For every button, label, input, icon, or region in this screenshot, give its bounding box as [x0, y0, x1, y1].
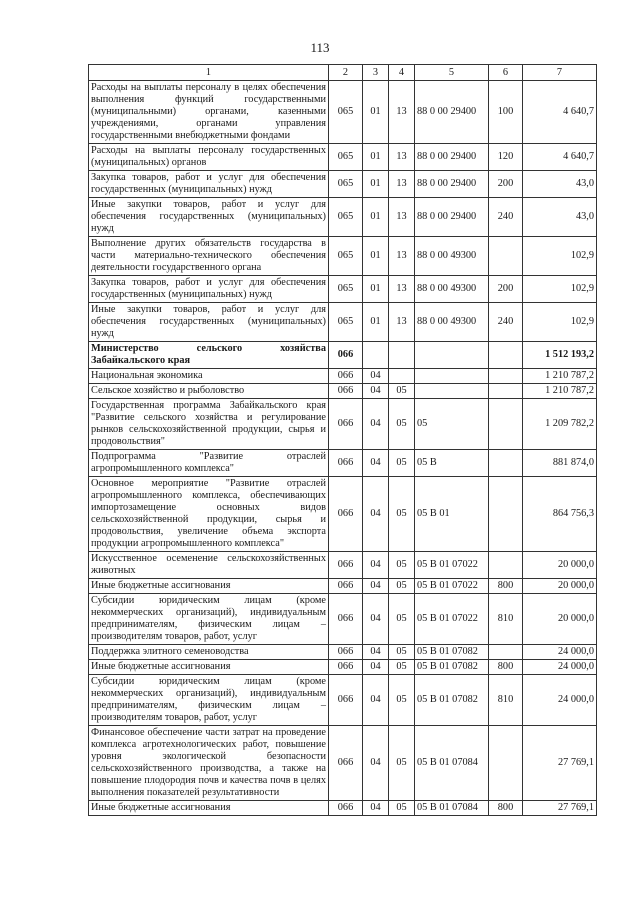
table-row	[89, 645, 597, 660]
subsection-code-cell	[389, 369, 415, 384]
row-name-cell: Иные бюджетные ассигнования	[89, 660, 329, 675]
table-row	[89, 303, 597, 342]
subsection-code-cell: 13	[389, 198, 415, 237]
target-article-cell: 05 В 01 07022	[415, 594, 489, 645]
chapter-code-cell: 065	[329, 144, 363, 171]
expense-type-cell	[489, 369, 523, 384]
subsection-code-cell: 05	[389, 384, 415, 399]
header-cell: 3	[363, 65, 389, 81]
budget-table	[88, 64, 597, 816]
subsection-code-cell: 05	[389, 477, 415, 552]
target-article-cell: 88 0 00 29400	[415, 198, 489, 237]
amount-cell: 1 210 787,2	[523, 369, 597, 384]
table-row	[89, 342, 597, 369]
subsection-code-cell: 13	[389, 237, 415, 276]
subsection-code-cell: 05	[389, 801, 415, 816]
expense-type-cell	[489, 552, 523, 579]
table-row	[89, 660, 597, 675]
target-article-cell: 05 В 01 07082	[415, 660, 489, 675]
row-name-cell: Закупка товаров, работ и услуг для обеспечения государственных (муниципальных) нужд	[89, 171, 329, 198]
table-row	[89, 594, 597, 645]
expense-type-cell: 800	[489, 801, 523, 816]
section-code-cell: 04	[363, 477, 389, 552]
amount-cell: 102,9	[523, 276, 597, 303]
section-code-cell: 01	[363, 237, 389, 276]
table-row	[89, 579, 597, 594]
table-row	[89, 171, 597, 198]
chapter-code-cell: 066	[329, 399, 363, 450]
amount-cell: 27 769,1	[523, 726, 597, 801]
target-article-cell: 88 0 00 29400	[415, 144, 489, 171]
amount-cell: 20 000,0	[523, 552, 597, 579]
header-cell: 1	[89, 65, 329, 81]
expense-type-cell: 800	[489, 579, 523, 594]
target-article-cell: 05 В 01 07022	[415, 552, 489, 579]
amount-cell: 4 640,7	[523, 144, 597, 171]
target-article-cell: 88 0 00 49300	[415, 303, 489, 342]
section-code-cell: 01	[363, 198, 389, 237]
subsection-code-cell: 13	[389, 303, 415, 342]
table-row	[89, 81, 597, 144]
row-name-cell: Иные бюджетные ассигнования	[89, 801, 329, 816]
row-name-cell: Министерство сельского хозяйства Забайкальского края	[89, 342, 329, 369]
amount-cell: 20 000,0	[523, 594, 597, 645]
target-article-cell: 05 В 01	[415, 477, 489, 552]
amount-cell: 1 210 787,2	[523, 384, 597, 399]
chapter-code-cell: 066	[329, 645, 363, 660]
header-cell: 7	[523, 65, 597, 81]
table-row	[89, 477, 597, 552]
chapter-code-cell: 066	[329, 477, 363, 552]
row-name-cell: Субсидии юридическим лицам (кроме некоммерческих организаций), индивидуальным предпринимателям, физическим лицам – производителям товаров, работ, услуг	[89, 675, 329, 726]
row-name-cell: Подпрограмма "Развитие отраслей агропромышленного комплекса"	[89, 450, 329, 477]
subsection-code-cell: 05	[389, 726, 415, 801]
expense-type-cell: 800	[489, 660, 523, 675]
target-article-cell: 88 0 00 49300	[415, 237, 489, 276]
target-article-cell: 05 В	[415, 450, 489, 477]
subsection-code-cell: 13	[389, 276, 415, 303]
table-row	[89, 384, 597, 399]
section-code-cell: 04	[363, 552, 389, 579]
expense-type-cell: 810	[489, 594, 523, 645]
chapter-code-cell: 066	[329, 579, 363, 594]
target-article-cell: 88 0 00 29400	[415, 171, 489, 198]
target-article-cell: 88 0 00 49300	[415, 276, 489, 303]
section-code-cell: 04	[363, 594, 389, 645]
section-code-cell: 04	[363, 675, 389, 726]
subsection-code-cell: 05	[389, 399, 415, 450]
subsection-code-cell: 05	[389, 552, 415, 579]
section-code-cell: 04	[363, 579, 389, 594]
row-name-cell: Сельское хозяйство и рыболовство	[89, 384, 329, 399]
amount-cell: 43,0	[523, 198, 597, 237]
chapter-code-cell: 065	[329, 171, 363, 198]
subsection-code-cell: 05	[389, 660, 415, 675]
table-row	[89, 144, 597, 171]
chapter-code-cell: 066	[329, 675, 363, 726]
page-number: 113	[310, 40, 330, 55]
table-row	[89, 450, 597, 477]
table-row	[89, 675, 597, 726]
header-cell: 5	[415, 65, 489, 81]
target-article-cell: 05 В 01 07022	[415, 579, 489, 594]
section-code-cell: 04	[363, 660, 389, 675]
amount-cell: 1 209 782,2	[523, 399, 597, 450]
section-code-cell: 04	[363, 726, 389, 801]
row-name-cell: Расходы на выплаты персоналу в целях обеспечения выполнения функций государственными (муниципальными) органами, казенными учреждениями, органами управления государственными внебюджетными фондами	[89, 81, 329, 144]
header-cell: 4	[389, 65, 415, 81]
section-code-cell: 01	[363, 81, 389, 144]
subsection-code-cell: 13	[389, 144, 415, 171]
amount-cell: 27 769,1	[523, 801, 597, 816]
amount-cell: 881 874,0	[523, 450, 597, 477]
subsection-code-cell: 13	[389, 171, 415, 198]
expense-type-cell: 120	[489, 144, 523, 171]
section-code-cell	[363, 342, 389, 369]
row-name-cell: Государственная программа Забайкальского края "Развитие сельского хозяйства и регулирование рынков сельскохозяйственной продукции, сырья и продовольствия"	[89, 399, 329, 450]
target-article-cell: 05	[415, 399, 489, 450]
expense-type-cell	[489, 645, 523, 660]
subsection-code-cell	[389, 342, 415, 369]
section-code-cell: 04	[363, 369, 389, 384]
row-name-cell: Закупка товаров, работ и услуг для обеспечения государственных (муниципальных) нужд	[89, 276, 329, 303]
target-article-cell	[415, 384, 489, 399]
target-article-cell	[415, 342, 489, 369]
expense-type-cell	[489, 237, 523, 276]
chapter-code-cell: 066	[329, 801, 363, 816]
section-code-cell: 01	[363, 303, 389, 342]
row-name-cell: Национальная экономика	[89, 369, 329, 384]
chapter-code-cell: 066	[329, 660, 363, 675]
target-article-cell: 05 В 01 07084	[415, 726, 489, 801]
row-name-cell: Финансовое обеспечение части затрат на проведение комплекса агротехнологических работ, повышение уровня экологической безопасности сельскохозяйственного производства, а также на повышение плодородия почв и качества почв в целях выполнения показателей результативности	[89, 726, 329, 801]
chapter-code-cell: 066	[329, 342, 363, 369]
expense-type-cell: 240	[489, 303, 523, 342]
amount-cell: 102,9	[523, 303, 597, 342]
target-article-cell: 05 В 01 07082	[415, 675, 489, 726]
expense-type-cell	[489, 399, 523, 450]
expense-type-cell: 240	[489, 198, 523, 237]
amount-cell: 24 000,0	[523, 675, 597, 726]
table-row	[89, 801, 597, 816]
subsection-code-cell: 13	[389, 81, 415, 144]
table-row	[89, 369, 597, 384]
subsection-code-cell: 05	[389, 579, 415, 594]
chapter-code-cell: 065	[329, 198, 363, 237]
chapter-code-cell: 066	[329, 450, 363, 477]
expense-type-cell: 200	[489, 171, 523, 198]
expense-type-cell	[489, 726, 523, 801]
amount-cell: 24 000,0	[523, 645, 597, 660]
chapter-code-cell: 066	[329, 369, 363, 384]
section-code-cell: 01	[363, 171, 389, 198]
section-code-cell: 04	[363, 645, 389, 660]
chapter-code-cell: 065	[329, 237, 363, 276]
amount-cell: 102,9	[523, 237, 597, 276]
section-code-cell: 01	[363, 276, 389, 303]
expense-type-cell	[489, 342, 523, 369]
table-row	[89, 198, 597, 237]
amount-cell: 43,0	[523, 171, 597, 198]
target-article-cell: 05 В 01 07082	[415, 645, 489, 660]
expense-type-cell: 100	[489, 81, 523, 144]
chapter-code-cell: 065	[329, 81, 363, 144]
subsection-code-cell: 05	[389, 594, 415, 645]
section-code-cell: 04	[363, 450, 389, 477]
chapter-code-cell: 066	[329, 594, 363, 645]
row-name-cell: Субсидии юридическим лицам (кроме некоммерческих организаций), индивидуальным предпринимателям, физическим лицам – производителям товаров, работ, услуг	[89, 594, 329, 645]
expense-type-cell: 200	[489, 276, 523, 303]
row-name-cell: Иные бюджетные ассигнования	[89, 579, 329, 594]
expense-type-cell	[489, 384, 523, 399]
chapter-code-cell: 066	[329, 384, 363, 399]
amount-cell: 1 512 193,2	[523, 342, 597, 369]
table-row	[89, 726, 597, 801]
chapter-code-cell: 066	[329, 726, 363, 801]
expense-type-cell	[489, 477, 523, 552]
section-code-cell: 01	[363, 144, 389, 171]
subsection-code-cell: 05	[389, 675, 415, 726]
row-name-cell: Основное мероприятие "Развитие отраслей агропромышленного комплекса, обеспечивающих импортозамещение основных видов сельскохозяйственной продукции, сырья и продовольствия, увеличение объема экспорта продукции агропромышленного комплекса"	[89, 477, 329, 552]
row-name-cell: Иные закупки товаров, работ и услуг для обеспечения государственных (муниципальных) нужд	[89, 198, 329, 237]
subsection-code-cell: 05	[389, 645, 415, 660]
target-article-cell: 05 В 01 07084	[415, 801, 489, 816]
row-name-cell: Иные закупки товаров, работ и услуг для обеспечения государственных (муниципальных) нужд	[89, 303, 329, 342]
section-code-cell: 04	[363, 384, 389, 399]
target-article-cell: 88 0 00 29400	[415, 81, 489, 144]
row-name-cell: Поддержка элитного семеноводства	[89, 645, 329, 660]
header-cell: 6	[489, 65, 523, 81]
row-name-cell: Искусственное осеменение сельскохозяйственных животных	[89, 552, 329, 579]
expense-type-cell: 810	[489, 675, 523, 726]
amount-cell: 864 756,3	[523, 477, 597, 552]
section-code-cell: 04	[363, 801, 389, 816]
amount-cell: 4 640,7	[523, 81, 597, 144]
header-cell: 2	[329, 65, 363, 81]
amount-cell: 20 000,0	[523, 579, 597, 594]
table-row	[89, 237, 597, 276]
expense-type-cell	[489, 450, 523, 477]
chapter-code-cell: 065	[329, 276, 363, 303]
table-header-row	[89, 65, 597, 81]
row-name-cell: Расходы на выплаты персоналу государственных (муниципальных) органов	[89, 144, 329, 171]
section-code-cell: 04	[363, 399, 389, 450]
table-row	[89, 399, 597, 450]
amount-cell: 24 000,0	[523, 660, 597, 675]
subsection-code-cell: 05	[389, 450, 415, 477]
row-name-cell: Выполнение других обязательств государства в части материально-технического обеспечения деятельности государственного органа	[89, 237, 329, 276]
table-row	[89, 552, 597, 579]
target-article-cell	[415, 369, 489, 384]
chapter-code-cell: 065	[329, 303, 363, 342]
table-row	[89, 276, 597, 303]
chapter-code-cell: 066	[329, 552, 363, 579]
